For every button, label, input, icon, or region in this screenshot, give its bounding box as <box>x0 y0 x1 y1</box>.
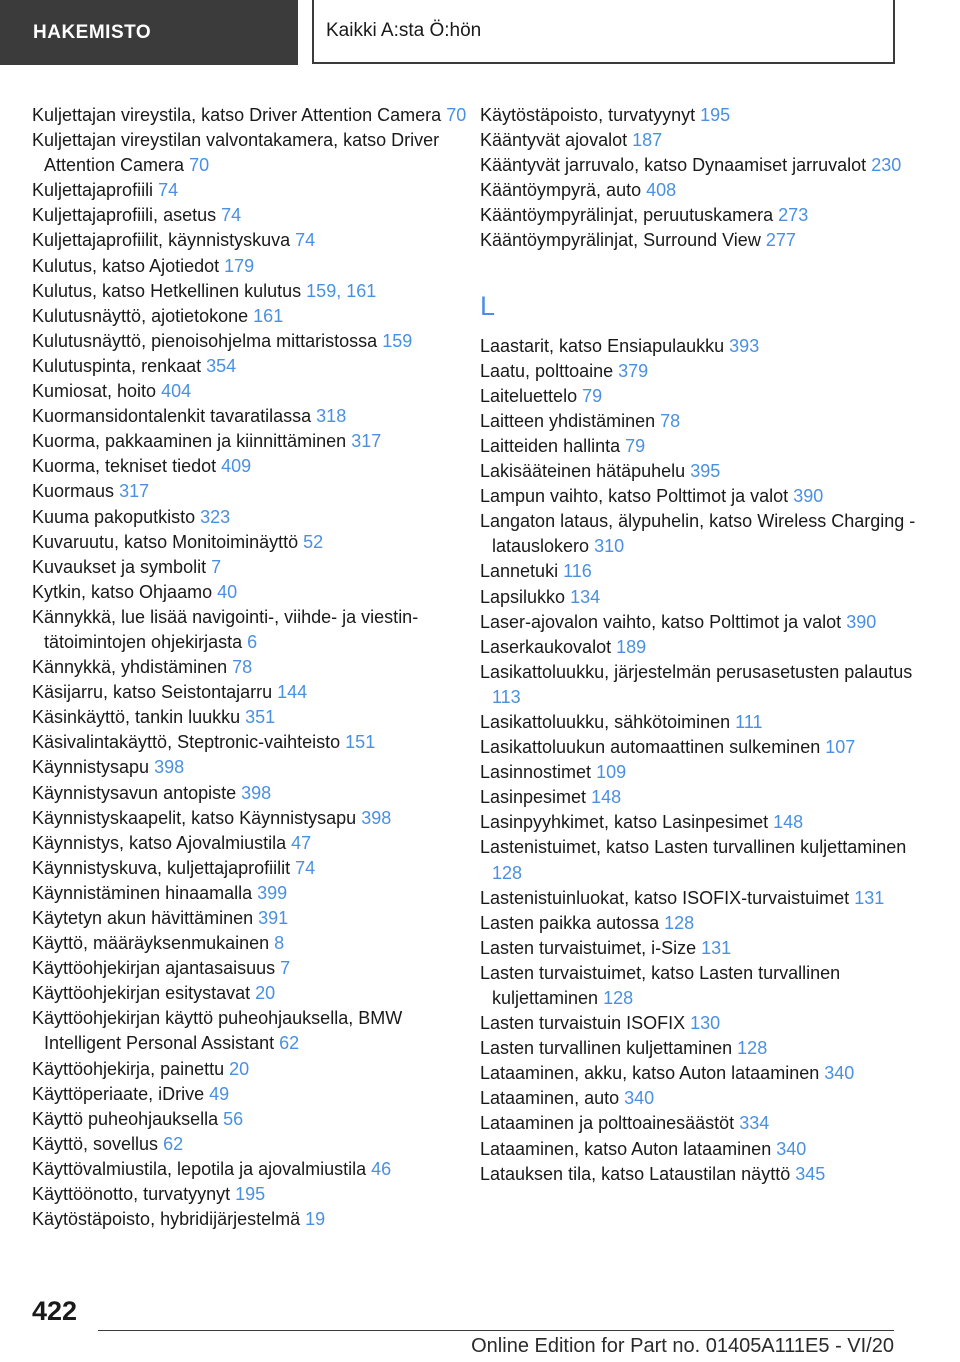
entry-page-link[interactable]: 131 <box>701 937 732 958</box>
entry-page-link[interactable]: 74 <box>221 205 242 226</box>
footer-divider <box>98 1330 894 1331</box>
index-entry <box>480 886 920 911</box>
index-entry <box>480 1086 920 1111</box>
entry-page-link[interactable]: 379 <box>618 360 649 381</box>
entry-term: Kulutuspinta, renkaat <box>32 355 202 376</box>
entry-term: Laiteluettelo <box>480 385 578 406</box>
entry-page-link[interactable]: 398 <box>241 782 272 803</box>
index-entry <box>32 1107 472 1132</box>
index-entry <box>480 459 920 484</box>
index-entry <box>480 1011 920 1036</box>
entry-term: Laitteiden hallinta <box>480 435 621 456</box>
entry-page-link[interactable]: 404 <box>161 381 192 402</box>
index-entry <box>480 760 920 785</box>
section-tab[interactable] <box>0 0 298 65</box>
entry-page-link[interactable]: 79 <box>625 435 646 456</box>
entry-term: Lasten paikka autossa <box>480 912 660 933</box>
index-entry <box>480 660 920 710</box>
index-entry <box>32 1006 472 1056</box>
entry-page-link[interactable]: 317 <box>119 481 150 502</box>
entry-term: Kumiosat, hoito <box>32 381 157 402</box>
entry-term: Käynnistysapu <box>32 757 150 778</box>
entry-page-link[interactable]: 390 <box>793 486 824 507</box>
entry-page-link[interactable]: 62 <box>163 1133 184 1154</box>
entry-page-link[interactable]: 20 <box>255 983 276 1004</box>
index-entry <box>32 1082 472 1107</box>
index-entry <box>32 354 472 379</box>
entry-page-link[interactable]: 111 <box>735 711 763 732</box>
entry-term: Käynnistys, katso Ajovalmiustila <box>32 832 287 853</box>
index-entry <box>32 655 472 680</box>
entry-page-link[interactable]: 159, 161 <box>306 280 377 301</box>
entry-term: Latauksen tila, katso Lataustilan näyttö <box>480 1163 791 1184</box>
entry-term: Kuormansidontalenkit tavaratilassa <box>32 406 312 427</box>
entry-term: Käyttöönotto, turvatyynyt <box>32 1184 231 1205</box>
entry-page-link[interactable]: 390 <box>846 611 877 632</box>
entry-page-link[interactable]: 52 <box>303 531 324 552</box>
entry-page-link[interactable]: 345 <box>795 1163 826 1184</box>
entry-page-link[interactable]: 19 <box>305 1209 326 1230</box>
entry-term: Kulutusnäyttö, pienoisohjelma mittaristossa <box>32 330 378 351</box>
entry-page-link[interactable]: 6 <box>247 631 258 652</box>
entry-page-link[interactable]: 116 <box>563 561 592 582</box>
entry-page-link[interactable]: 398 <box>154 757 185 778</box>
index-entry <box>32 906 472 931</box>
entry-term: Lakisääteinen hätäpuhelu <box>480 461 686 482</box>
entry-page-link[interactable]: 46 <box>371 1158 392 1179</box>
index-group-k-continued <box>480 103 920 254</box>
entry-page-link[interactable]: 128 <box>603 988 634 1008</box>
entry-page-link[interactable]: 395 <box>690 461 721 482</box>
index-entry <box>32 530 472 555</box>
index-entry <box>480 585 920 610</box>
index-entry <box>32 981 472 1006</box>
entry-term: Lasikattoluukun automaattinen sulkeminen <box>480 737 821 758</box>
index-entry <box>32 1182 472 1207</box>
entry-term: Käynnistyskaapelit, katso Käynnistysapu <box>32 807 357 828</box>
index-column-left <box>32 103 472 1232</box>
entry-term: Kännykkä, yhdistäminen <box>32 657 228 678</box>
entry-term: Kuuma pakoputkisto <box>32 506 196 527</box>
index-entry <box>32 605 472 655</box>
index-entry <box>32 429 472 454</box>
entry-term: Käsivalintakäyttö, Steptronic-vaihteisto <box>32 732 341 753</box>
entry-term: Kääntöympyrälinjat, Surround View <box>480 230 761 251</box>
entry-term: Lataaminen, katso Auton lataaminen <box>480 1138 772 1159</box>
index-entry <box>480 785 920 810</box>
entry-term: Käytöstäpoisto, hybridijärjestelmä <box>32 1209 301 1230</box>
entry-term: Kytkin, katso Ohjaamo <box>32 581 213 602</box>
entry-term: Käsinkäyttö, tankin luukku <box>32 707 241 728</box>
entry-term: Kuljettajan vireystila, katso Driver Attention Camera <box>32 105 442 125</box>
entry-term: Kuvaruutu, katso Monitoiminäyttö <box>32 531 299 552</box>
entry-page-link[interactable]: 74 <box>295 857 316 878</box>
index-entry <box>32 555 472 580</box>
entry-page-link[interactable]: 351 <box>245 707 276 728</box>
index-entry <box>32 1157 472 1182</box>
index-entry <box>480 735 920 760</box>
entry-page-link[interactable]: 128 <box>737 1038 768 1059</box>
entry-page-link[interactable]: 340 <box>624 1088 655 1109</box>
entry-term: Kääntöympyrälinjat, peruutuskamera <box>480 205 774 226</box>
entry-term: Käytetyn akun hävittäminen <box>32 908 254 928</box>
entry-page-link[interactable]: 273 <box>778 205 809 226</box>
entry-page-link[interactable]: 317 <box>351 431 382 452</box>
entry-page-link[interactable]: 323 <box>200 506 231 527</box>
index-entry <box>32 680 472 705</box>
index-entry <box>32 279 472 304</box>
entry-term: Käyttöohjekirjan käyttö puheohjauksella, BMW Intelligent Personal Assistant <box>32 1008 403 1054</box>
entry-page-link[interactable]: 408 <box>646 180 677 201</box>
page-number: 422 <box>32 1296 78 1326</box>
entry-term: Käyttö puheohjauksella <box>32 1108 219 1129</box>
entry-term: Käytöstäpoisto, turvatyynyt <box>480 105 696 125</box>
index-entry <box>480 911 920 936</box>
entry-term: Käyttöperiaate, iDrive <box>32 1083 205 1104</box>
entry-term: Laastarit, katso Ensiapulaukku <box>480 335 725 356</box>
entry-term: Kääntyvät jarruvalo, katso Dynaamiset jarruvalot <box>480 155 867 176</box>
entry-term: Käynnistyskuva, kuljettajaprofiilit <box>32 857 291 878</box>
entry-page-link[interactable]: 144 <box>277 682 308 703</box>
entry-term: Kuvaukset ja symbolit <box>32 556 207 577</box>
entry-page-link[interactable]: 179 <box>224 255 255 276</box>
entry-page-link[interactable]: 40 <box>217 581 238 602</box>
entry-page-link[interactable]: 134 <box>570 586 601 607</box>
entry-page-link[interactable]: 318 <box>316 406 347 427</box>
entry-term: Lasten turvaistuimet, katso Lasten turvallinen kuljettaminen <box>480 962 841 1008</box>
index-entry <box>32 203 472 228</box>
entry-page-link[interactable]: 409 <box>221 456 252 477</box>
entry-page-link[interactable]: 131 <box>854 887 885 908</box>
entry-page-link[interactable]: 109 <box>596 762 627 783</box>
entry-page-link[interactable]: 128 <box>664 912 695 933</box>
entry-term: Kännykkä, lue lisää navigointi-, viihde- ja viestintätoimintojen ohjekirjasta <box>32 606 419 652</box>
index-entry <box>32 881 472 906</box>
index-entry <box>32 228 472 253</box>
index-entry <box>32 806 472 831</box>
entry-page-link[interactable]: 130 <box>690 1013 721 1034</box>
index-entry <box>32 730 472 755</box>
index-entry <box>480 434 920 459</box>
entry-term: Kuljettajaprofiili, asetus <box>32 205 217 226</box>
entry-term: Lannetuki <box>480 561 559 582</box>
entry-term: Käyttöohjekirja, painettu <box>32 1058 225 1079</box>
index-entry <box>32 379 472 404</box>
index-entry <box>32 856 472 881</box>
entry-page-link[interactable]: 391 <box>258 908 289 928</box>
entry-term: Käynnistysavun antopiste <box>32 782 237 803</box>
index-entry <box>480 1137 920 1162</box>
index-entry <box>32 304 472 329</box>
entry-page-link[interactable]: 79 <box>582 385 603 406</box>
page-header <box>0 0 960 66</box>
entry-page-link[interactable]: 47 <box>291 832 312 853</box>
entry-page-link[interactable]: 354 <box>206 355 237 376</box>
entry-page-link[interactable]: 128 <box>492 862 523 883</box>
entry-term: Käyttöohjekirjan ajantasaisuus <box>32 958 276 979</box>
index-entry <box>480 203 920 228</box>
entry-page-link[interactable]: 195 <box>235 1184 266 1205</box>
section-letter: L <box>480 290 496 321</box>
entry-page-link[interactable]: 107 <box>825 737 856 758</box>
entry-page-link[interactable]: 148 <box>591 787 622 808</box>
entry-page-link[interactable]: 277 <box>765 230 796 251</box>
entry-term: Laserkaukovalot <box>480 636 612 657</box>
entry-page-link[interactable]: 334 <box>739 1113 770 1134</box>
entry-page-link[interactable]: 70 <box>189 155 210 176</box>
index-entry <box>32 454 472 479</box>
entry-term: Kääntyvät ajovalot <box>480 130 628 151</box>
index-entry <box>480 228 920 253</box>
entry-page-link[interactable]: 187 <box>632 130 663 151</box>
index-entry <box>480 710 920 735</box>
entry-term: Käsijarru, katso Seistontajarru <box>32 682 273 703</box>
index-entry <box>32 580 472 605</box>
entry-page-link[interactable]: 151 <box>345 732 376 753</box>
entry-page-link[interactable]: 20 <box>229 1058 250 1079</box>
entry-term: Kääntöympyrä, auto <box>480 180 642 201</box>
section-tab-label: HAKEMISTO <box>33 21 152 43</box>
index-entry <box>32 781 472 806</box>
entry-term: Kuljettajaprofiili <box>32 180 154 201</box>
entry-page-link[interactable]: 7 <box>211 556 222 577</box>
index-entry <box>32 831 472 856</box>
entry-page-link[interactable]: 340 <box>824 1063 855 1084</box>
index-entry <box>480 359 920 384</box>
index-entry <box>480 103 920 128</box>
index-entry <box>480 635 920 660</box>
index-entry <box>480 1036 920 1061</box>
index-entry <box>480 961 920 1011</box>
entry-page-link[interactable]: 78 <box>660 410 681 431</box>
entry-term: Laser-ajovalon vaihto, katso Polttimot ja valot <box>480 611 842 632</box>
entry-page-link[interactable]: 74 <box>158 180 179 201</box>
index-entry <box>480 1111 920 1136</box>
entry-term: Lastenistuimet, katso Lasten turvallinen kuljettaminen <box>480 837 907 858</box>
index-entry <box>32 103 472 128</box>
index-entry <box>480 384 920 409</box>
index-entry <box>32 705 472 730</box>
entry-term: Lastenistuinluokat, katso ISOFIX-turvaistuimet <box>480 887 850 908</box>
entry-term: Lasikattoluukku, sähkötoiminen <box>480 711 731 732</box>
entry-page-link[interactable]: 195 <box>700 105 731 125</box>
index-entry <box>480 559 920 584</box>
entry-term: Laitteen yhdistäminen <box>480 410 656 431</box>
entry-page-link[interactable]: 49 <box>209 1083 230 1104</box>
entry-page-link[interactable]: 62 <box>279 1033 300 1054</box>
entry-term: Lasten turvaistuimet, i-Size <box>480 937 697 958</box>
entry-term: Käynnistäminen hinaamalla <box>32 882 253 903</box>
index-group-l <box>480 334 920 1187</box>
index-entry <box>32 404 472 429</box>
entry-page-link[interactable]: 7 <box>280 958 291 979</box>
subtitle-tab-label: Kaikki A:sta Ö:hön <box>326 20 482 41</box>
index-entry <box>480 1162 920 1187</box>
entry-page-link[interactable]: 310 <box>594 536 625 557</box>
entry-term: Lataaminen ja polttoainesäästöt <box>480 1113 735 1134</box>
index-column-right <box>480 103 920 1187</box>
entry-term: Laatu, polttoaine <box>480 360 614 381</box>
entry-term: Lataaminen, akku, katso Auton lataaminen <box>480 1063 820 1084</box>
entry-term: Lasinnostimet <box>480 762 592 783</box>
entry-page-link[interactable]: 393 <box>729 335 760 356</box>
index-entry <box>480 810 920 835</box>
entry-page-link[interactable]: 70 <box>446 105 467 125</box>
entry-term: Langaton lataus, älypuhelin, katso Wireless Charging -latauslokero <box>480 511 916 557</box>
index-entry <box>480 936 920 961</box>
index-entry <box>480 1061 920 1086</box>
entry-term: Käyttövalmiustila, lepotila ja ajovalmiustila <box>32 1158 367 1179</box>
entry-page-link[interactable]: 189 <box>616 636 647 657</box>
entry-page-link[interactable]: 8 <box>274 933 285 954</box>
entry-page-link[interactable]: 399 <box>257 882 288 903</box>
index-entry <box>480 409 920 434</box>
index-entry <box>32 329 472 354</box>
index-entry <box>480 484 920 509</box>
entry-term: Käyttö, määräyksenmukainen <box>32 933 270 954</box>
entry-page-link[interactable]: 340 <box>776 1138 807 1159</box>
entry-page-link[interactable]: 398 <box>361 807 392 828</box>
subtitle-tab <box>312 0 895 64</box>
index-entry <box>480 128 920 153</box>
entry-term: Kulutusnäyttö, ajotietokone <box>32 305 249 326</box>
edition-footer: Online Edition for Part no. 01405A111E5 - VI/20 <box>471 1335 894 1357</box>
entry-page-link[interactable]: 113 <box>492 686 521 707</box>
entry-page-link[interactable]: 78 <box>232 657 253 678</box>
index-entry <box>480 334 920 359</box>
index-entry <box>480 153 920 178</box>
entry-term: Lapsilukko <box>480 586 566 607</box>
index-entry <box>32 254 472 279</box>
index-entry <box>480 509 920 559</box>
entry-term: Lasinpyyhkimet, katso Lasinpesimet <box>480 812 769 833</box>
index-entry <box>32 1132 472 1157</box>
index-entry <box>32 1207 472 1232</box>
index-entry <box>32 931 472 956</box>
entry-page-link[interactable]: 159 <box>382 330 413 351</box>
entry-term: Kuljettajaprofiilit, käynnistyskuva <box>32 230 291 251</box>
entry-term: Kuorma, pakkaaminen ja kiinnittäminen <box>32 431 347 452</box>
index-entry <box>32 505 472 530</box>
entry-term: Kuljettajan vireystilan valvontakamera, katso Driver Attention Camera <box>32 130 440 176</box>
index-entry <box>480 835 920 885</box>
entry-page-link[interactable]: 56 <box>223 1108 244 1129</box>
entry-term: Kulutus, katso Ajotiedot <box>32 255 220 276</box>
index-entry <box>32 755 472 780</box>
index-entry <box>32 128 472 178</box>
entry-term: Lasten turvaistuin ISOFIX <box>480 1013 686 1034</box>
entry-term: Lasten turvallinen kuljettaminen <box>480 1038 733 1059</box>
entry-page-link[interactable]: 230 <box>871 155 902 176</box>
entry-page-link[interactable]: 74 <box>295 230 316 251</box>
index-entry <box>32 1057 472 1082</box>
entry-term: Käyttöohjekirjan esitystavat <box>32 983 251 1004</box>
entry-page-link[interactable]: 161 <box>253 305 284 326</box>
index-entry <box>32 178 472 203</box>
index-entry <box>32 956 472 981</box>
entry-term: Kulutus, katso Hetkellinen kulutus <box>32 280 302 301</box>
entry-term: Kuormaus <box>32 481 115 502</box>
entry-term: Lataaminen, auto <box>480 1088 620 1109</box>
entry-term: Lasikattoluukku, järjestelmän perusasetusten palautus <box>480 661 913 682</box>
entry-term: Kuorma, tekniset tiedot <box>32 456 217 477</box>
entry-term: Lasinpesimet <box>480 787 587 808</box>
index-entry <box>480 178 920 203</box>
index-entry <box>480 610 920 635</box>
index-entry <box>32 479 472 504</box>
entry-page-link[interactable]: 148 <box>773 812 804 833</box>
entry-term: Käyttö, sovellus <box>32 1133 159 1154</box>
entry-term: Lampun vaihto, katso Polttimot ja valot <box>480 486 789 507</box>
